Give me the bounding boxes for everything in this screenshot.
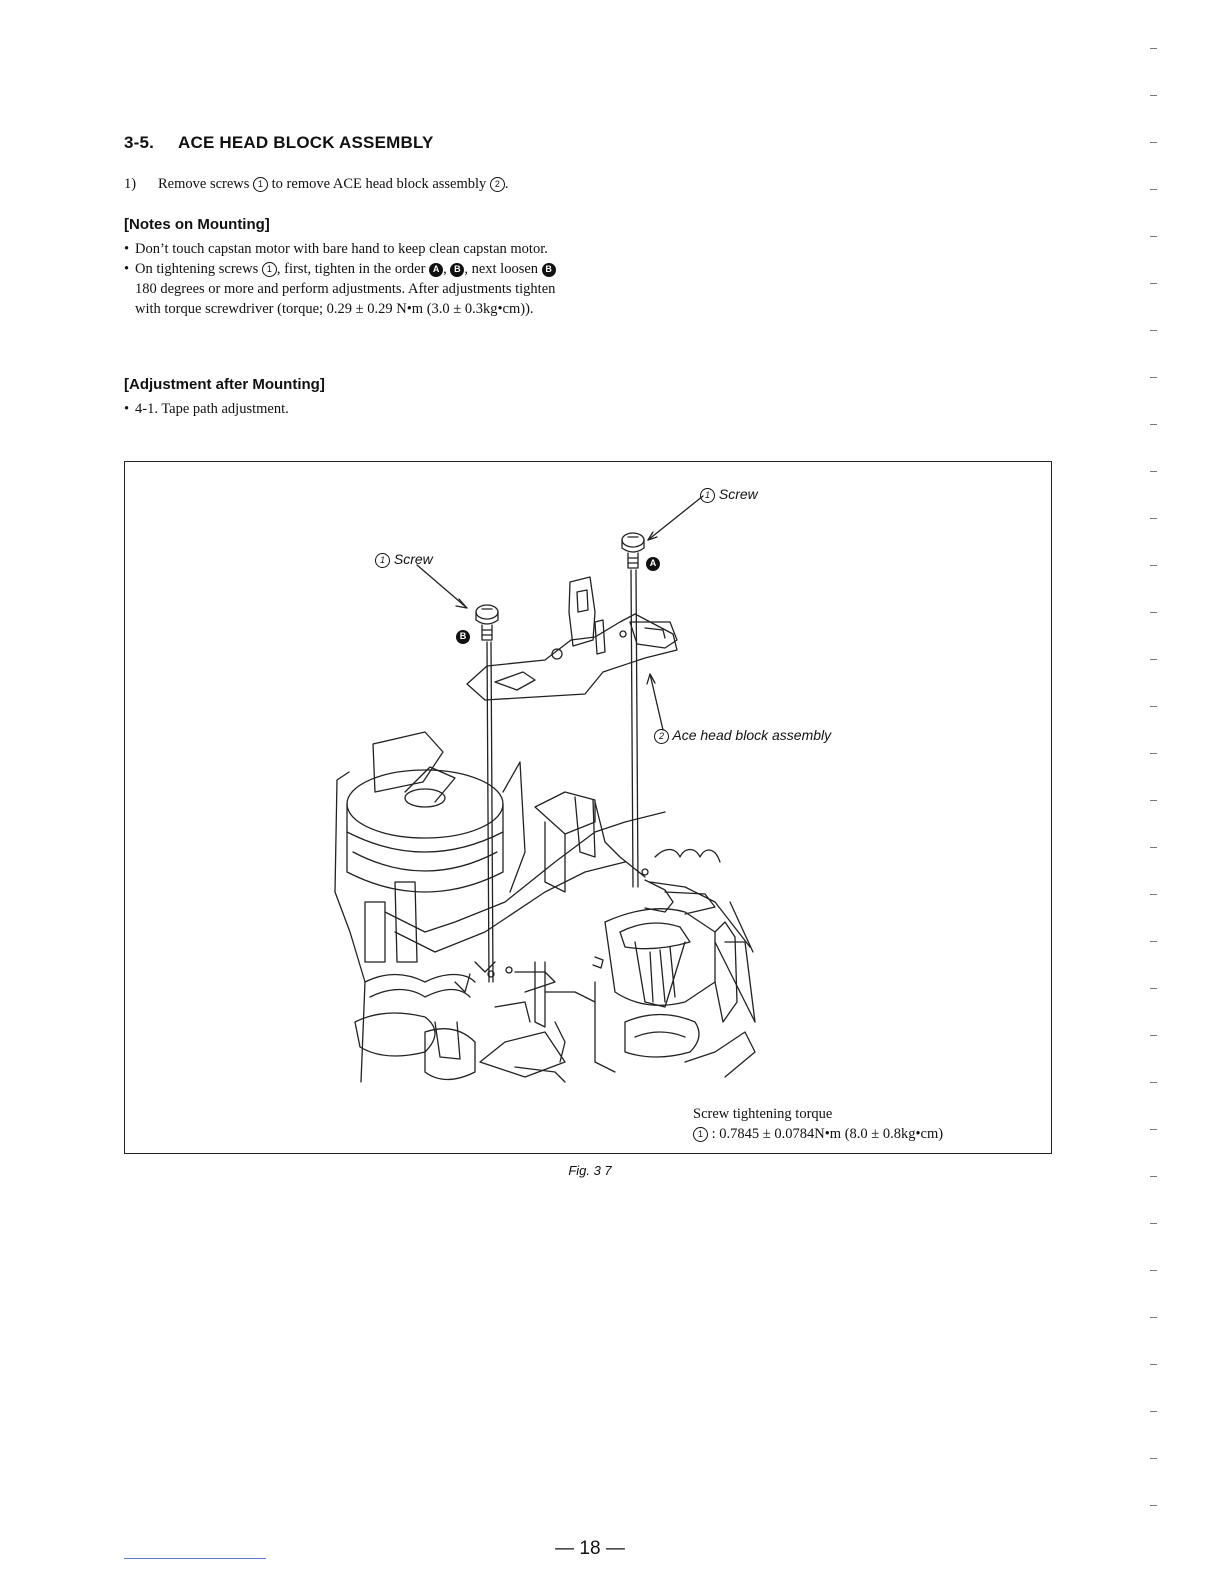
- adjustment-bullet-1: • 4-1. Tape path adjustment.: [124, 399, 574, 419]
- marker-b-badge: [456, 627, 470, 645]
- adjustment-body: [124, 399, 574, 419]
- screw-right-icon: [622, 533, 644, 568]
- note2-text-3: , next loosen: [464, 261, 539, 277]
- note2-separator: ,: [443, 261, 447, 277]
- marker-b: B: [456, 630, 470, 644]
- mechanism-illustration: [125, 462, 1050, 1152]
- note-bullet-1: • Don’t touch capstan motor with bare hand to keep clean capstan motor.: [124, 239, 574, 259]
- marker-a: A: [646, 557, 660, 571]
- step-text: Remove screws: [158, 176, 250, 192]
- note2-text-2: , first, tighten in the order: [276, 261, 426, 277]
- note-bullet-2: [124, 259, 574, 319]
- figure-frame: [124, 461, 1052, 1154]
- callout-screw-left-text: Screw: [393, 551, 433, 567]
- screw-left-icon: [476, 605, 498, 640]
- ref-screw-1: 1: [700, 488, 715, 503]
- chassis-outline: [335, 772, 755, 1082]
- figure-caption: Fig. 3 7: [568, 1163, 612, 1178]
- ref-screw-1: 1: [693, 1127, 708, 1142]
- callout-screw-right: [700, 486, 758, 503]
- notes-mounting-body: [124, 239, 574, 319]
- torque-title: Screw tightening torque: [693, 1106, 833, 1122]
- capstan-motor-drum: [347, 732, 525, 892]
- ref-assembly-2: 2: [490, 177, 505, 192]
- margin-tick-marks: [1150, 0, 1162, 1584]
- section-title: [124, 133, 434, 153]
- ref-screw-1: 1: [253, 177, 268, 192]
- note2-text-1: On tightening screws: [135, 261, 259, 277]
- marker-b: B: [450, 263, 464, 277]
- step-index: 1): [124, 176, 137, 192]
- section-title-text: ACE HEAD BLOCK ASSEMBLY: [178, 133, 434, 152]
- step-text-end: .: [504, 176, 509, 192]
- step-1: [124, 176, 509, 193]
- torque-spec: [693, 1104, 943, 1144]
- ref-screw-1: 1: [375, 553, 390, 568]
- ace-head-block-plate: [467, 577, 677, 700]
- ref-assembly-2: 2: [654, 729, 669, 744]
- callout-assembly: [654, 727, 831, 744]
- page-number: — 18 —: [555, 1538, 625, 1559]
- section-number: 3-5.: [124, 133, 155, 152]
- marker-b: B: [542, 263, 556, 277]
- callout-screw-left: [375, 551, 433, 568]
- step-text-mid: to remove ACE head block assembly: [271, 176, 487, 192]
- ref-screw-1: 1: [262, 262, 277, 277]
- callout-assembly-text: Ace head block assembly: [672, 727, 832, 743]
- footer-rule: [124, 1558, 266, 1559]
- notes-mounting-heading: [Notes on Mounting]: [124, 216, 270, 233]
- marker-a: A: [429, 263, 443, 277]
- torque-value: : 0.7845 ± 0.0784N•m (8.0 ± 0.8kg•cm): [711, 1126, 944, 1142]
- callout-screw-right-text: Screw: [718, 486, 758, 502]
- torque-line: [693, 1124, 943, 1144]
- adjustment-heading: [Adjustment after Mounting]: [124, 376, 325, 393]
- note2-text-4: 180 degrees or more and perform adjustments. After adjustments tighten with torque screwdriver (torque; 0.29 ± 0.29 N•m (3.0 ± 0.3kg•cm)).: [135, 281, 556, 317]
- marker-a-badge: [646, 554, 660, 572]
